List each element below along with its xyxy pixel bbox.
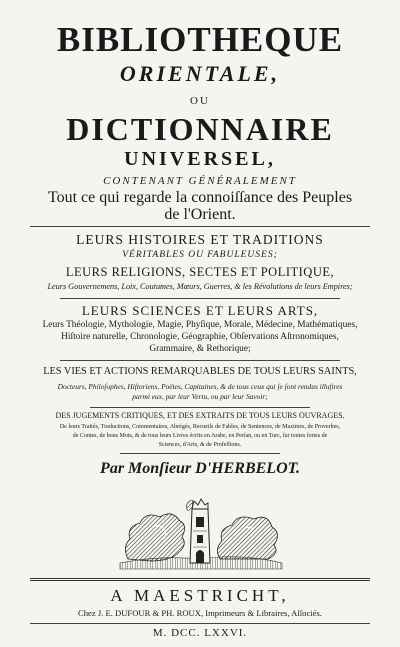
section-jugements-line2: de Contes, de bons Mots, & de tous leurs Livres écrits en Arabe, en Perſan, ou en Turc, ſur toutes ſortes de xyxy=(72,433,328,439)
title-universel: UNIVERSEL, xyxy=(124,148,276,170)
author-line: Par Monſieur D'HERBELOT. xyxy=(100,460,300,477)
imprint-city: A MAESTRICHT, xyxy=(110,586,290,605)
section-religions-sub: Leurs Gouvernemens, Loix, Coutumes, Mœurs, Guerres, & les Révolutions de leurs Empires; xyxy=(47,282,353,291)
section-sciences-heading: LEURS SCIENCES ET LEURS ARTS, xyxy=(81,303,319,318)
divider xyxy=(30,623,370,624)
title-bibliotheque: BIBLIOTHEQUE xyxy=(56,20,344,59)
divider xyxy=(90,407,310,408)
section-sciences-line3: Grammaire, & Rethorique; xyxy=(149,344,251,354)
section-sciences-line2: Hiſtoire naturelle, Chronologie, Géographie, Obſervations Aſtronomiques, xyxy=(61,332,339,342)
vignette-tower-engraving xyxy=(110,487,290,575)
section-saints-heading: LES VIES ET ACTIONS REMARQUABLES DE TOUS LEURS SAINTS, xyxy=(43,366,357,377)
section-religions-heading: LEURS RELIGIONS, SECTES ET POLITIQUE, xyxy=(65,265,335,279)
section-histoires-heading: LEURS HISTOIRES ET TRADITIONS xyxy=(76,232,324,247)
title-dictionnaire: DICTIONNAIRE xyxy=(66,111,334,147)
section-jugements-line3: Sciences, d'Arts, & de Profeſſions. xyxy=(158,442,242,448)
imprint-year: M. DCC. LXXVI. xyxy=(152,627,248,639)
section-histoires-sub: VÉRITABLES OU FABULEUSES; xyxy=(122,250,278,260)
divider xyxy=(30,226,370,227)
section-sciences-line1: Leurs Théologie, Mythologie, Magie, Phyſique, Morale, Médecine, Mathématiques, xyxy=(42,320,358,330)
divider xyxy=(60,298,340,299)
section-jugements-heading: DES JUGEMENTS CRITIQUES, ET DES EXTRAITS DE TOUS LEURS OUVRAGES. xyxy=(55,411,345,420)
section-jugements-line1: De leurs Traités, Traductions, Commentaires, Abrégés, Recueils de Fables, de Sentences, de Maximes, de Proverbes, xyxy=(59,424,341,430)
title-ou: OU xyxy=(190,95,210,107)
title-contenant: CONTENANT GÉNÉRALEMENT xyxy=(103,175,297,187)
section-saints-line1: Docteurs, Philoſophes, Hiſtoriens, Poëtes, Capitaines, & de tous ceux qui ſe ſont rendus illuſtres xyxy=(57,382,343,391)
imprint-divider xyxy=(30,578,370,581)
section-saints-line2: parmi eux, par leur Vertu, ou par leur Savoir; xyxy=(132,392,268,401)
title-orientale: ORIENTALE, xyxy=(119,61,281,86)
imprint-publishers: Chez J. E. DUFOUR & PH. ROUX, Imprimeurs & Libraires, Aſſociés. xyxy=(78,608,322,618)
divider xyxy=(60,360,340,361)
title-orient: de l'Orient. xyxy=(164,206,236,223)
divider xyxy=(120,453,280,454)
title-tout-ce-qui: Tout ce qui regarde la connoiſſance des Peuples xyxy=(47,189,353,206)
